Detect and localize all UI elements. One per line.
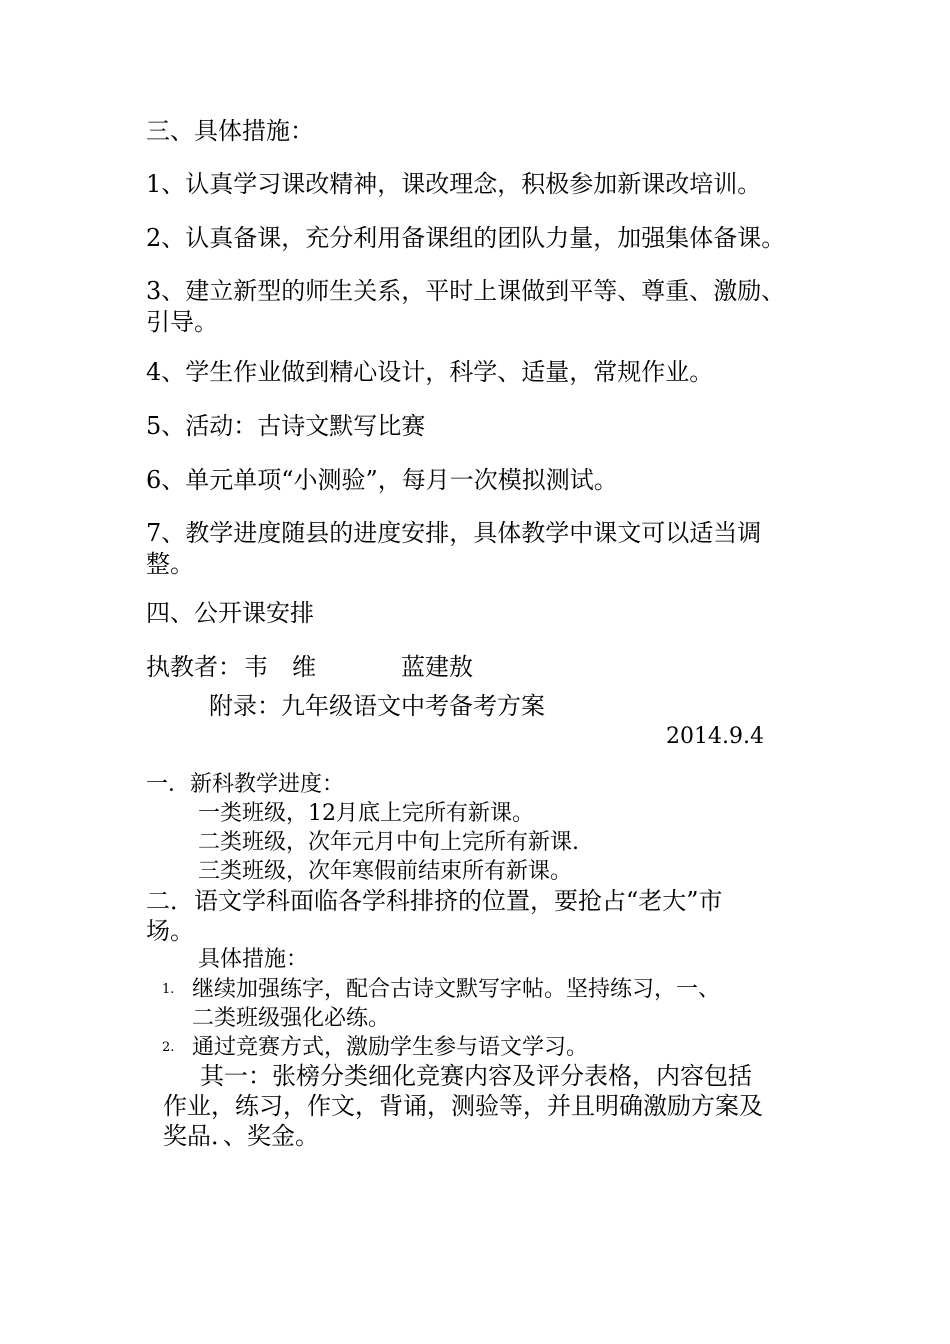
list-number-1: 1.	[162, 982, 175, 997]
appendix-title: 附录：九年级语文中考备考方案	[209, 692, 545, 720]
open-class-heading: 四、公开课安排	[146, 599, 314, 627]
measure-item-2: 2、认真备课，充分利用备课组的团队力量，加强集体备课。	[146, 224, 786, 252]
measures-heading: 三、具体措施：	[146, 117, 314, 145]
list-item-1-line2: 二类班级强化必练。	[192, 1006, 391, 1031]
section1-heading: 一．新科教学进度：	[146, 772, 345, 797]
specific-measures-label: 具体措施：	[198, 947, 309, 972]
teacher-name-1: 韦 维	[244, 653, 316, 681]
section2-heading-cont: 场。	[146, 917, 194, 945]
section1-line-3: 三类班级，次年寒假前结束所有新课。	[198, 859, 573, 884]
measure-item-7-cont: 整。	[146, 550, 194, 578]
list-number-2: 2.	[162, 1040, 175, 1055]
section1-line-2: 二类班级，次年元月中旬上完所有新课.	[198, 830, 579, 855]
sub-paragraph-line-3: 奖品．、奖金。	[163, 1122, 319, 1150]
measure-item-3-cont: 引导。	[146, 308, 218, 336]
measure-item-1: 1、认真学习课改精神，课改理念，积极参加新课改培训。	[146, 170, 762, 198]
measure-item-3: 3、建立新型的师生关系，平时上课做到平等、尊重、激励、	[146, 277, 786, 305]
sub-paragraph-line-2: 作业，练习，作文，背诵，测验等，并且明确激励方案及	[163, 1092, 763, 1120]
section1-line-1: 一类班级，12月底上完所有新课。	[198, 801, 534, 826]
measure-item-4: 4、学生作业做到精心设计，科学、适量，常规作业。	[146, 358, 714, 386]
measure-item-6: 6、单元单项“小测验”，每月一次模拟测试。	[146, 466, 618, 494]
list-item-1-line1: 继续加强练字，配合古诗文默写字帖。坚持练习，一、	[192, 977, 721, 1002]
section2-heading: 二．语文学科面临各学科排挤的位置，要抢占“老大”市	[146, 887, 723, 915]
teachers-label: 执教者：	[146, 653, 242, 681]
measure-item-7: 7、教学进度随县的进度安排，具体教学中课文可以适当调	[146, 519, 762, 547]
list-item-2-line1: 通过竞赛方式，激励学生参与语文学习。	[192, 1035, 589, 1060]
teacher-name-2: 蓝建敖	[401, 653, 473, 681]
sub-paragraph-line-1: 其一：张榜分类细化竞赛内容及评分表格，内容包括	[200, 1062, 752, 1090]
appendix-date: 2014.9.4	[666, 724, 764, 749]
measure-item-5: 5、活动：古诗文默写比赛	[146, 412, 426, 440]
